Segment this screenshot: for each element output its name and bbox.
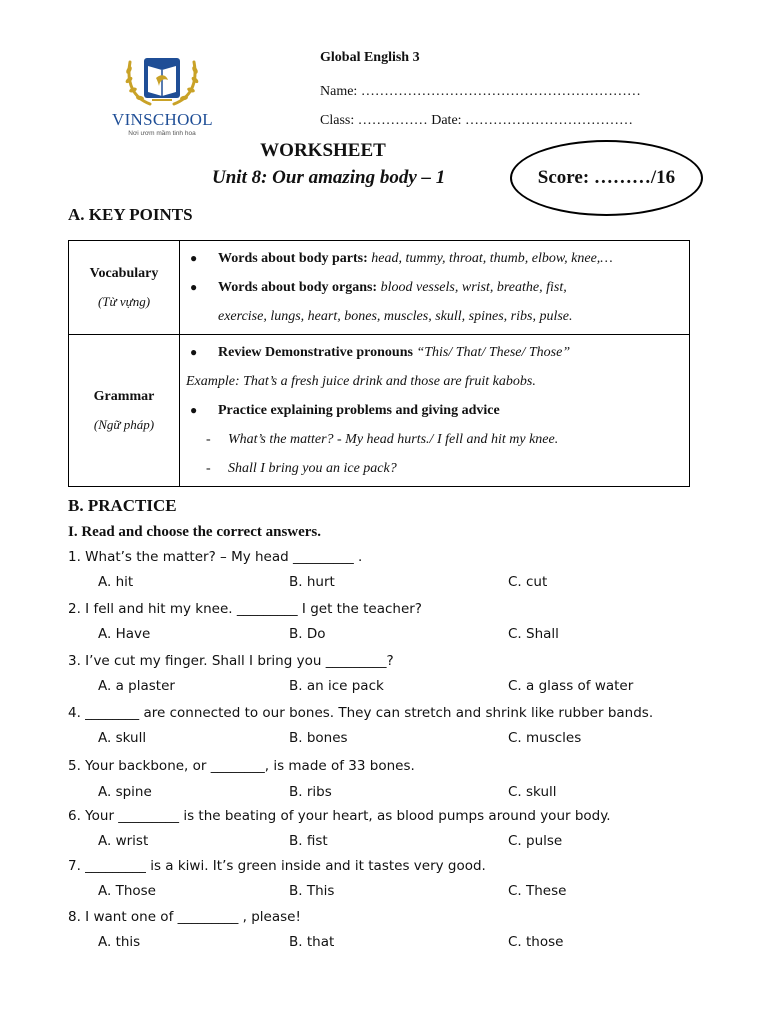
section-a-heading: A. KEY POINTS — [68, 205, 193, 224]
question-3-option-b[interactable]: B. an ice pack — [289, 678, 384, 694]
question-5-option-a[interactable]: A. spine — [98, 784, 152, 800]
bullet-icon: ● — [190, 403, 198, 417]
key-points-table — [68, 240, 690, 487]
logo-tagline: Nơi ươm mầm tinh hoa — [128, 130, 196, 137]
question-3: 3. I’ve cut my finger. Shall I bring you _________? — [68, 653, 394, 669]
grammar-example: Example: That’s a fresh juice drink and those are fruit kabobs. — [186, 374, 536, 389]
name-line: Name: …………………………………………………… — [320, 84, 641, 99]
bullet-icon: ● — [190, 280, 198, 294]
question-5-option-c[interactable]: C. skull — [508, 784, 557, 800]
organs-line-1 — [190, 273, 679, 302]
vocabulary-row — [69, 241, 690, 335]
question-7-option-c[interactable]: C. These — [508, 883, 567, 899]
body-parts-label: Words about body parts: — [218, 251, 368, 266]
question-8: 8. I want one of _________ , please! — [68, 909, 301, 925]
bullet-icon: ● — [190, 251, 198, 265]
question-1-option-b[interactable]: B. hurt — [289, 574, 335, 590]
organs-words-2: exercise, lungs, heart, bones, muscles, skull, spines, ribs, pulse. — [218, 309, 573, 324]
score-label: Score: ………/16 — [537, 167, 676, 188]
question-4-option-b[interactable]: B. bones — [289, 730, 348, 746]
grammar-dash-2 — [186, 454, 679, 483]
question-4-option-c[interactable]: C. muscles — [508, 730, 582, 746]
grammar-label-cell — [69, 335, 180, 487]
logo-name: VINSCHOOL — [112, 110, 213, 129]
question-7: 7. _________ is a kiwi. It’s green inside and it tastes very good. — [68, 858, 486, 874]
question-8-option-a[interactable]: A. this — [98, 934, 141, 950]
question-2: 2. I fell and hit my knee. _________ I get the teacher? — [68, 601, 422, 617]
body-parts-line — [190, 244, 679, 273]
question-3-option-a[interactable]: A. a plaster — [98, 678, 175, 694]
vocabulary-label: Vocabulary — [89, 265, 159, 281]
grammar-content-cell — [180, 335, 690, 487]
worksheet-title: WORKSHEET — [260, 140, 386, 161]
question-4: 4. ________ are connected to our bones. They can stretch and shrink like rubber bands. — [68, 705, 654, 721]
grammar-dash-2-text: Shall I bring you an ice pack? — [228, 461, 397, 476]
grammar-dash-1-text: What’s the matter? - My head hurts./ I fell and hit my knee. — [228, 432, 559, 447]
question-5-option-b[interactable]: B. ribs — [289, 784, 332, 800]
bullet-icon: ● — [190, 345, 198, 359]
score-box — [510, 140, 703, 216]
review-pronouns-line — [186, 338, 679, 367]
grammar-dash-1 — [186, 425, 679, 454]
body-parts-words: head, tummy, throat, thumb, elbow, knee,… — [367, 251, 613, 266]
question-2-option-a[interactable]: A. Have — [98, 626, 151, 642]
question-1: 1. What’s the matter? – My head _________ . — [68, 549, 363, 565]
practice-advice-line — [186, 396, 679, 425]
question-6: 6. Your _________ is the beating of your heart, as blood pumps around your body. — [68, 808, 611, 824]
question-8-option-c[interactable]: C. those — [508, 934, 564, 950]
question-6-option-b[interactable]: B. fist — [289, 833, 328, 849]
question-7-option-a[interactable]: A. Those — [98, 883, 156, 899]
review-pronouns-text: “This/ That/ These/ Those” — [412, 345, 571, 360]
vocabulary-label-vi: (Từ vựng) — [97, 293, 151, 309]
school-logo — [112, 48, 213, 137]
organs-words-1: blood vessels, wrist, breathe, fist, — [377, 280, 567, 295]
organs-label: Words about body organs: — [218, 280, 378, 295]
question-2-option-b[interactable]: B. Do — [289, 626, 326, 642]
question-3-option-c[interactable]: C. a glass of water — [508, 678, 634, 694]
vocabulary-label-cell — [69, 241, 180, 335]
question-4-option-a[interactable]: A. skull — [98, 730, 147, 746]
section-b-heading: B. PRACTICE — [68, 496, 177, 515]
question-6-option-a[interactable]: A. wrist — [98, 833, 149, 849]
exercise-instruction: I. Read and choose the correct answers. — [68, 524, 322, 540]
laurel-book-emblem-icon — [112, 48, 212, 110]
grammar-row — [69, 335, 690, 487]
unit-title: Unit 8: Our amazing body – 1 — [212, 167, 446, 188]
question-1-option-c[interactable]: C. cut — [508, 574, 548, 590]
dash-icon: - — [206, 461, 211, 476]
vocabulary-content-cell — [180, 241, 690, 335]
question-2-option-c[interactable]: C. Shall — [508, 626, 559, 642]
question-8-option-b[interactable]: B. that — [289, 934, 335, 950]
practice-advice-label: Practice explaining problems and giving advice — [218, 403, 500, 418]
question-5: 5. Your backbone, or ________, is made of 33 bones. — [68, 758, 415, 774]
question-6-option-c[interactable]: C. pulse — [508, 833, 563, 849]
question-7-option-b[interactable]: B. This — [289, 883, 335, 899]
grammar-label: Grammar — [93, 388, 155, 404]
course-title: Global English 3 — [320, 50, 420, 65]
review-pronouns-label: Review Demonstrative pronouns — [218, 345, 413, 360]
grammar-label-vi: (Ngữ pháp) — [93, 416, 155, 432]
dash-icon: - — [206, 432, 211, 447]
class-date-line: Class: …………… Date: ……………………………… — [320, 113, 634, 128]
question-1-option-a[interactable]: A. hit — [98, 574, 134, 590]
